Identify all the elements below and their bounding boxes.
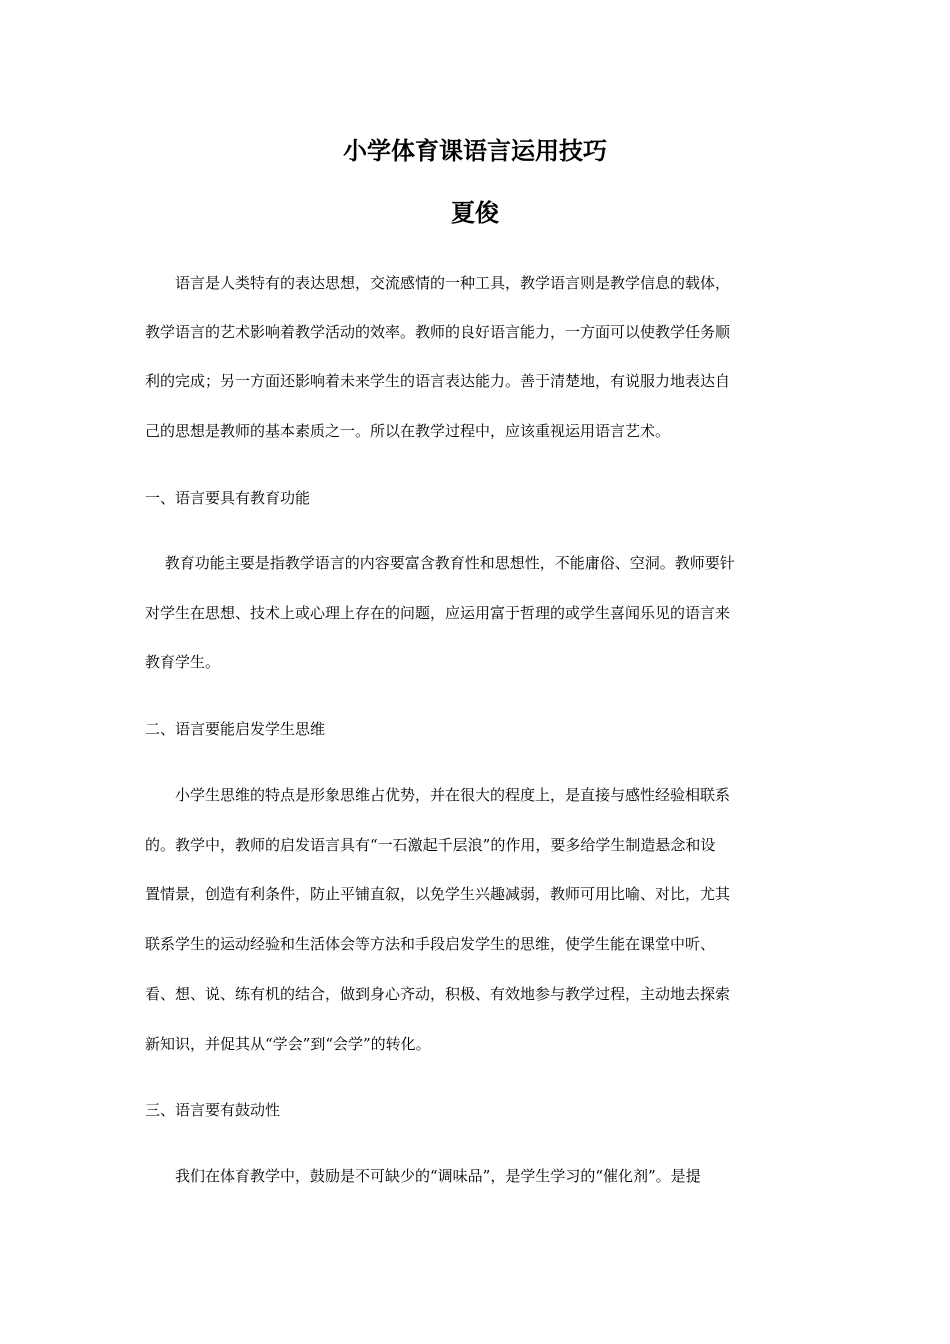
paragraph-line: 置情景，创造有利条件，防止平铺直叙，以免学生兴趣减弱，教师可用比喻、对比，尤其 bbox=[145, 885, 731, 903]
paragraph-line: 利的完成；另一方面还影响着未来学生的语言表达能力。善于清楚地，有说服力地表达自 bbox=[145, 372, 731, 390]
paragraph-line: 看、想、说、练有机的结合，做到身心齐动，积极、有效地参与教学过程，主动地去探索 bbox=[145, 985, 731, 1003]
paragraph-line: 小学生思维的特点是形象思维占优势，并在很大的程度上，是直接与感性经验相联系 bbox=[145, 786, 731, 804]
paragraph-line: 新知识，并促其从“学会”到“会学”的转化。 bbox=[145, 1035, 431, 1053]
paragraph-line: 对学生在思想、技术上或心理上存在的问题，应运用富于哲理的或学生喜闻乐见的语言来 bbox=[145, 604, 731, 622]
paragraph-line: 教育功能主要是指教学语言的内容要富含教育性和思想性，不能庸俗、空洞。教师要针 bbox=[145, 554, 735, 572]
paragraph-line: 联系学生的运动经验和生活体会等方法和手段启发学生的思维，使学生能在课堂中听、 bbox=[145, 935, 716, 953]
document-title: 小学体育课语言运用技巧 bbox=[343, 136, 607, 165]
section-heading: 三、语言要有鼓动性 bbox=[145, 1101, 281, 1119]
paragraph-line: 教学语言的艺术影响着教学活动的效率。教师的良好语言能力，一方面可以使教学任务顺 bbox=[145, 323, 731, 341]
section-heading: 二、语言要能启发学生思维 bbox=[145, 720, 326, 738]
paragraph-line: 教育学生。 bbox=[145, 653, 221, 671]
paragraph-line: 语言是人类特有的表达思想，交流感情的一种工具，教学语言则是教学信息的载体， bbox=[145, 274, 731, 292]
section-heading: 一、语言要具有教育功能 bbox=[145, 489, 311, 507]
paragraph-line: 我们在体育教学中，鼓励是不可缺少的“调味品”，是学生学习的“催化剂”。是提 bbox=[145, 1167, 701, 1185]
paragraph-line: 己的思想是教师的基本素质之一。所以在教学过程中，应该重视运用语言艺术。 bbox=[145, 422, 671, 440]
paragraph-line: 的。教学中，教师的启发语言具有“一石激起千层浪”的作用，要多给学生制造悬念和设 bbox=[145, 836, 716, 854]
document-author: 夏俊 bbox=[451, 198, 499, 227]
